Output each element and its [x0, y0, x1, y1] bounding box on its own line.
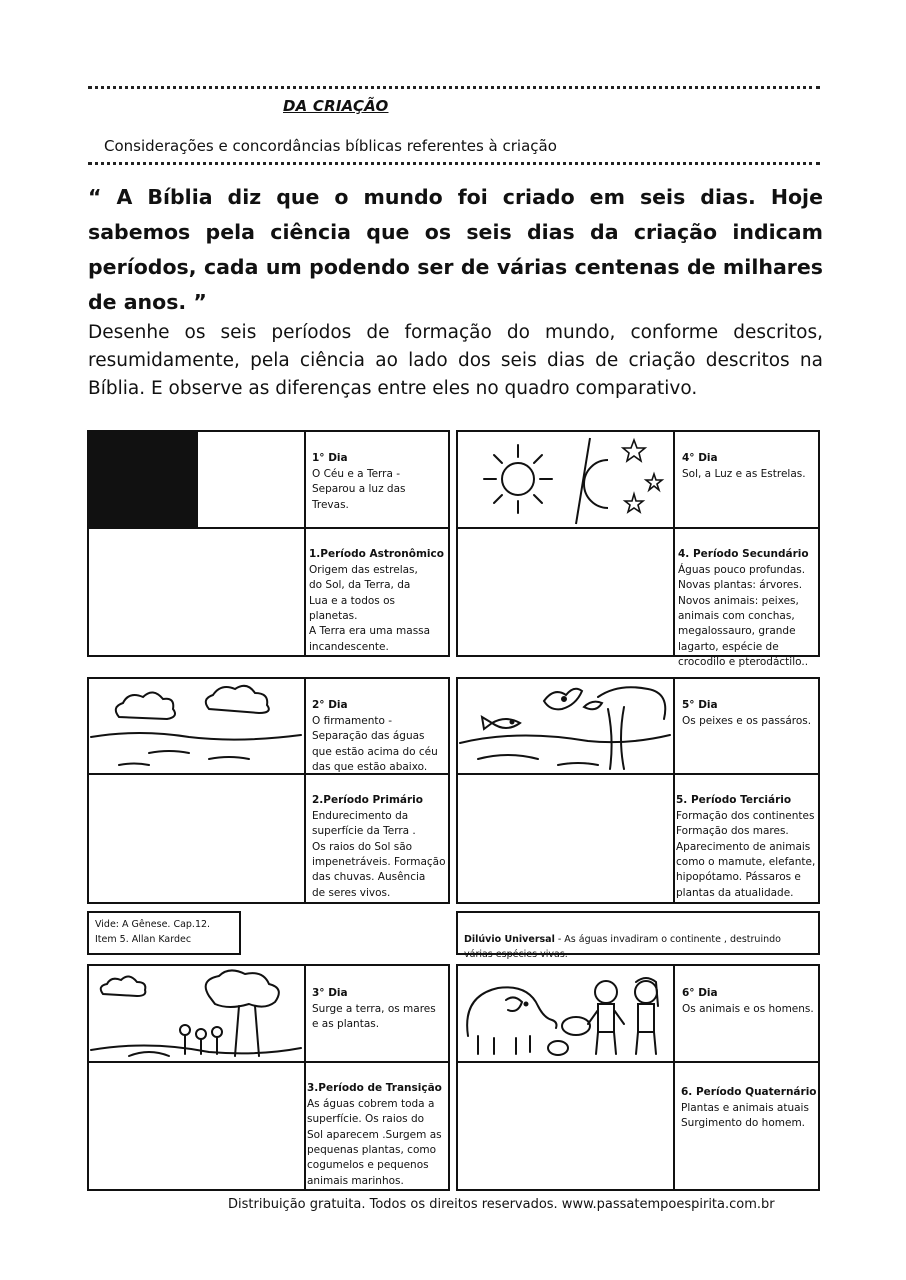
turtle-icon: [548, 1041, 568, 1055]
animals-humans-drawing: [458, 966, 672, 1060]
period3-title: 3.Período de Transição: [307, 1082, 442, 1095]
star-icon: [646, 474, 662, 490]
flower-icon: [196, 1029, 206, 1039]
period4-title: 4. Período Secundário: [678, 548, 809, 561]
subtitle-dotted-rule: [88, 162, 820, 165]
fish-bird-tree-drawing: [458, 679, 672, 772]
period2-title: 2.Período Primário: [312, 794, 423, 807]
top-dotted-rule: [88, 86, 820, 89]
period4-text: 4. Período Secundário Águas pouco profundas. Novas plantas: árvores. Novos animais: peixes, animais com conchas, megalossauro, grande lagarto, espécie de crocodilo e pterodáctilo..: [678, 548, 809, 669]
tree-canopy: [206, 970, 279, 1007]
star-icon: [623, 440, 645, 461]
day6-title: 6° Dia: [682, 987, 718, 1000]
turtle-icon: [562, 1017, 590, 1035]
sun-moon-stars-drawing: [458, 432, 672, 526]
period5-title: 5. Período Terciário: [676, 794, 792, 807]
footer-copyright: Distribuição gratuita. Todos os direitos reservados. www.passatempoespirita.com.br: [228, 1197, 775, 1212]
land-tree-plants-drawing: [89, 966, 303, 1060]
flood-note-text: Dilúvio Universal - As águas invadiram o continente , destruindo várias espécies vivas.: [464, 934, 781, 960]
day1-title: 1° Dia: [312, 452, 348, 465]
period5-text: 5. Período Terciário Formação dos continentes Formação dos mares. Aparecimento de animais como o mamute, elefante, hipopótamo. Pássaros e plantas da atualidade.: [676, 794, 816, 899]
man-head: [595, 981, 617, 1003]
fish-icon: [482, 717, 520, 729]
period2-text: 2.Período Primário Endurecimento da superfície da Terra . Os raios do Sol são impenetráveis. Formação das chuvas. Ausência de seres vivos.: [312, 794, 446, 899]
cloud-icon: [101, 976, 146, 996]
instructions: Desenhe os seis períodos de formação do mundo, conforme descritos, resumidamente, pela ciência ao lado dos seis dias de criação descritos na Bíblia. E observe as diferenças entre eles no quadro comparativo.: [88, 322, 823, 399]
star-icon: [625, 494, 643, 512]
woman-head: [635, 981, 657, 1003]
period1-text: 1.Período Astronômico Origem das estrelas, do Sol, da Terra, da Lua e a todos os planetas. A Terra era uma massa incandescente.: [309, 548, 444, 653]
flower-icon: [212, 1027, 222, 1037]
tree-trunk: [235, 1006, 259, 1056]
period6-title: 6. Período Quaternário: [681, 1086, 817, 1099]
cloud-icon: [206, 686, 269, 713]
day3-text: 3° Dia Surge a terra, os mares e as plantas.: [312, 987, 436, 1031]
woman-body: [636, 978, 658, 1054]
divider-line: [576, 438, 590, 524]
period1-title: 1.Período Astronômico: [309, 548, 444, 561]
branch-leaves: [584, 702, 602, 710]
flower-icon: [180, 1025, 190, 1035]
shoreline: [460, 735, 670, 743]
ground-line: [91, 1045, 301, 1053]
bible-quote: “ A Bíblia diz que o mundo foi criado em seis dias. Hoje sabemos pela ciência que os seis dias da criação indicam períodos, cada um podendo ser de várias centenas de milhares de anos. ”: [88, 185, 823, 314]
period3-text: 3.Período de Transição As águas cobrem toda a superfície. Os raios do Sol aparecem .Surgem as pequenas plantas, como cogumelos e pequenos animais marinhos.: [307, 1082, 442, 1187]
clouds-water-drawing: [89, 679, 303, 772]
day5-text: 5° Dia Os peixes e os passáros.: [682, 699, 812, 727]
reference-note-text: Vide: A Gênese. Cap.12. Item 5. Allan Kardec: [95, 919, 211, 945]
cloud-icon: [116, 692, 175, 719]
day4-title: 4° Dia: [682, 452, 718, 465]
day6-text: 6° Dia Os animais e os homens.: [682, 987, 814, 1015]
horizon-line: [91, 733, 301, 740]
man-body: [588, 1004, 624, 1054]
page-subtitle: Considerações e concordâncias bíblicas referentes à criação: [104, 137, 557, 155]
day2-title: 2° Dia: [312, 699, 348, 712]
flood-note-title: Dilúvio Universal: [464, 934, 555, 945]
tree-trunk: [608, 707, 624, 769]
moon-icon: [584, 460, 608, 508]
day1-text: 1° Dia O Céu e a Terra - Separou a luz das Trevas.: [312, 452, 406, 511]
day2-text: 2° Dia O firmamento - Separação das águas que estão acima do céu das que estão abaixo.: [312, 699, 438, 774]
page-title: DA CRIAÇÃO: [283, 97, 389, 115]
day4-text: 4° Dia Sol, a Luz e as Estrelas.: [682, 452, 806, 480]
darkness-block: [88, 431, 197, 527]
period6-text: 6. Período Quaternário Plantas e animais atuais Surgimento do homem.: [681, 1086, 817, 1130]
sun-icon: [484, 445, 552, 513]
day3-title: 3° Dia: [312, 987, 348, 1000]
day5-title: 5° Dia: [682, 699, 718, 712]
